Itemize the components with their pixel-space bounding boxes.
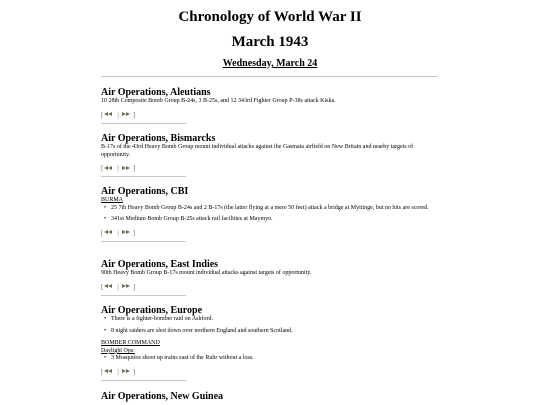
section-east-indies bbox=[101, 259, 441, 296]
section-heading: Air Operations, Europe bbox=[101, 305, 203, 316]
bullet-list bbox=[101, 355, 441, 363]
section-europe bbox=[101, 305, 441, 381]
nav-close: ] bbox=[132, 367, 136, 376]
nav-open: [ bbox=[101, 110, 104, 119]
list-item: • 8 night raiders are shot down over northern England and southern Scotland. bbox=[111, 328, 441, 336]
previous-arrow-icon[interactable] bbox=[104, 283, 115, 290]
section-divider bbox=[101, 176, 186, 177]
previous-arrow-icon[interactable] bbox=[104, 368, 115, 375]
divider bbox=[101, 76, 438, 77]
section-aleutians bbox=[101, 87, 441, 124]
nav-arrows bbox=[101, 164, 441, 172]
section-bismarcks bbox=[101, 133, 441, 177]
list-item: • 3 Mosquitos shoot up trains east of the Ruhr without a loss. bbox=[111, 355, 441, 363]
nav-separator: | bbox=[117, 110, 119, 119]
nav-arrows bbox=[101, 229, 441, 237]
nav-arrows bbox=[101, 111, 441, 119]
bullet-list bbox=[101, 205, 441, 224]
list-item: • There is a fighter-bomber raid on Ashford. bbox=[111, 316, 441, 324]
nav-open: [ bbox=[101, 282, 104, 291]
page-month: March 1943 bbox=[231, 34, 309, 50]
nav-close: ] bbox=[132, 282, 136, 291]
date-heading[interactable]: Wednesday, March 24 bbox=[222, 58, 318, 69]
previous-arrow-icon[interactable] bbox=[104, 165, 115, 172]
section-heading: Air Operations, New Guinea bbox=[101, 391, 224, 402]
next-arrow-icon[interactable] bbox=[121, 283, 132, 290]
subheading-burma: BURMA bbox=[101, 197, 124, 203]
section-divider bbox=[101, 295, 186, 296]
nav-close: ] bbox=[132, 228, 136, 237]
nav-arrows bbox=[101, 368, 441, 376]
previous-arrow-icon[interactable] bbox=[104, 111, 115, 118]
section-heading: Air Operations, Bismarcks bbox=[101, 133, 216, 144]
nav-open: [ bbox=[101, 164, 104, 173]
nav-separator: | bbox=[117, 367, 119, 376]
next-arrow-icon[interactable] bbox=[121, 368, 132, 375]
nav-separator: | bbox=[117, 164, 119, 173]
nav-open: [ bbox=[101, 367, 104, 376]
previous-arrow-icon[interactable] bbox=[104, 229, 115, 236]
subheading-daylight-ops: Daylight Ops: bbox=[101, 347, 135, 354]
section-heading: Air Operations, East Indies bbox=[101, 259, 219, 270]
section-text: 10 28th Composite Bomb Group B-24s, 3 B-25s, and 12 343rd Fighter Group P-38s attack Kiska. bbox=[101, 98, 336, 104]
section-text: 90th Heavy Bomb Group B-17s mount individual attacks against targets of opportunity. bbox=[101, 270, 312, 276]
section-cbi bbox=[101, 186, 441, 242]
nav-close: ] bbox=[132, 110, 136, 119]
section-heading: Air Operations, CBI bbox=[101, 186, 189, 197]
next-arrow-icon[interactable] bbox=[121, 111, 132, 118]
nav-separator: | bbox=[117, 228, 119, 237]
section-new-guinea bbox=[101, 391, 441, 402]
list-item: • 25 7th Heavy Bomb Group B-24s and 2 B-17s (the latter flying at a mere 50 feet) attack a bridge at Myitinge, but no hits are scored. bbox=[111, 205, 441, 213]
bullet-list bbox=[101, 316, 441, 335]
section-text: B-17s of the 43rd Heavy Bomb Group mount individual attacks against the Gasmata airfield on New Britain and nearby targets of opportunity. bbox=[101, 144, 414, 158]
nav-open: [ bbox=[101, 228, 104, 237]
nav-close: ] bbox=[132, 164, 136, 173]
section-heading: Air Operations, Aleutians bbox=[101, 87, 211, 98]
next-arrow-icon[interactable] bbox=[121, 229, 132, 236]
nav-separator: | bbox=[117, 282, 119, 291]
page-title: Chronology of World War II bbox=[178, 9, 362, 25]
subheading-bomber-command: BOMBER COMMAND bbox=[101, 340, 160, 347]
nav-arrows bbox=[101, 283, 441, 291]
next-arrow-icon[interactable] bbox=[121, 165, 132, 172]
section-divider bbox=[101, 241, 186, 242]
list-item: • 341st Medium Bomb Group B-25s attack rail facilities at Maymyo. bbox=[111, 216, 441, 224]
section-divider bbox=[101, 123, 186, 124]
section-divider bbox=[101, 380, 186, 381]
